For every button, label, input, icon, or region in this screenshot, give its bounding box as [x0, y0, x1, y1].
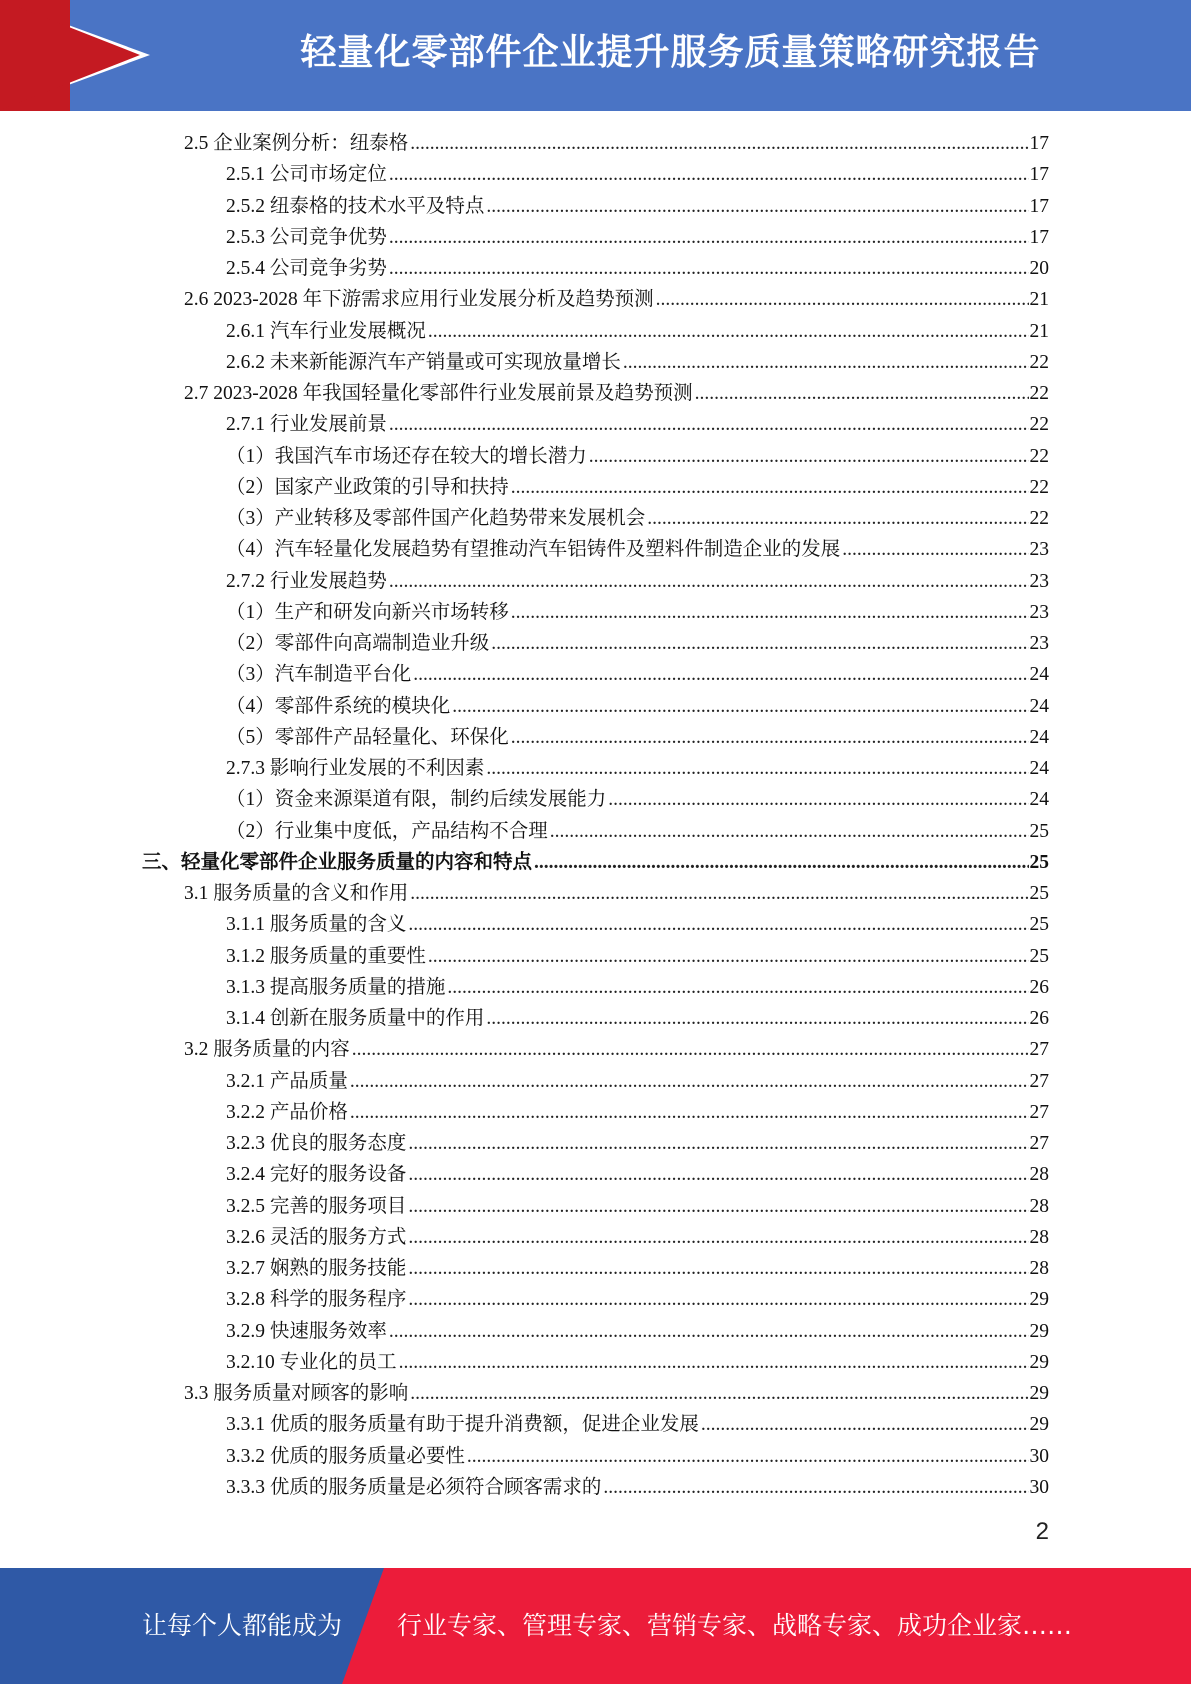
- toc-entry[interactable]: [226, 597, 1049, 628]
- toc-entry-page: 17: [1029, 226, 1049, 248]
- toc-entry[interactable]: [184, 284, 1049, 315]
- toc-entry-page: 26: [1029, 976, 1049, 998]
- toc-dot-leader: [408, 909, 1028, 940]
- toc-entry[interactable]: [226, 628, 1049, 659]
- toc-entry[interactable]: [226, 534, 1049, 565]
- toc-entry[interactable]: [226, 409, 1049, 440]
- toc-entry-title: （4）零部件系统的模块化: [226, 695, 451, 717]
- toc-dot-leader: [408, 1159, 1028, 1190]
- toc-dot-leader: [608, 784, 1028, 815]
- toc-entry-title: 2.6 2023-2028 年下游需求应用行业发展分析及趋势预测: [184, 289, 654, 311]
- toc-entry-title: 3.2.7 娴熟的服务技能: [226, 1258, 407, 1279]
- page-footer: [0, 1568, 1191, 1684]
- toc-entry-page: 24: [1029, 789, 1049, 811]
- toc-entry[interactable]: [226, 441, 1049, 472]
- toc-dot-leader: [408, 1284, 1028, 1315]
- toc-entry[interactable]: [226, 1441, 1049, 1472]
- page-number: 2: [1035, 1518, 1049, 1545]
- toc-dot-leader: [408, 1253, 1028, 1284]
- toc-dot-leader: [350, 1066, 1029, 1097]
- toc-dot-leader: [511, 722, 1029, 753]
- toc-entry-page: 29: [1029, 1414, 1049, 1436]
- toc-dot-leader: [603, 1472, 1028, 1503]
- toc-entry-title: （5）零部件产品轻量化、环保化: [226, 726, 509, 748]
- toc-entry-page: 22: [1029, 508, 1049, 529]
- toc-dot-leader: [389, 1316, 1029, 1347]
- toc-dot-leader: [408, 1191, 1028, 1222]
- toc-entry[interactable]: [226, 159, 1049, 190]
- toc-entry[interactable]: [226, 472, 1049, 503]
- toc-entry-title: 3.1.4 创新在服务质量中的作用: [226, 1008, 485, 1029]
- toc-entry-page: 17: [1029, 195, 1049, 217]
- footer-slogan-left: 让每个人都能成为: [142, 1611, 343, 1640]
- toc-entry-page: 30: [1029, 1445, 1049, 1467]
- toc-entry-page: 25: [1029, 883, 1049, 904]
- toc-entry-title: 3.3.1 优质的服务质量有助于提升消费额，促进企业发展: [226, 1414, 699, 1436]
- toc-entry[interactable]: [226, 1066, 1049, 1097]
- toc-dot-leader: [467, 1441, 1029, 1472]
- toc-entry-page: 22: [1029, 383, 1049, 404]
- toc-dot-leader: [408, 1128, 1028, 1159]
- toc-entry[interactable]: [226, 253, 1049, 284]
- toc-entry[interactable]: [226, 191, 1049, 222]
- toc-dot-leader: [486, 191, 1028, 222]
- toc-entry-page: 20: [1029, 258, 1049, 279]
- toc-entry-page: 23: [1029, 633, 1049, 654]
- toc-dot-leader: [656, 284, 1029, 315]
- toc-dot-leader: [695, 378, 1029, 409]
- toc-entry-page: 27: [1029, 1133, 1049, 1154]
- toc-dot-leader: [410, 128, 1028, 159]
- toc-dot-leader: [352, 1034, 1029, 1065]
- toc-entry-title: （1）我国汽车市场还存在较大的增长潜力: [226, 445, 587, 467]
- toc-entry-page: 29: [1029, 1289, 1049, 1311]
- toc-entry[interactable]: [226, 1253, 1049, 1284]
- toc-entry-page: 29: [1029, 1351, 1049, 1373]
- toc-entry[interactable]: [184, 1034, 1049, 1065]
- toc-entry-title: 3.2.2 产品价格: [226, 1101, 348, 1123]
- toc-entry-page: 27: [1029, 1039, 1049, 1061]
- toc-dot-leader: [428, 941, 1029, 972]
- toc-entry-page: 24: [1029, 758, 1049, 779]
- toc-dot-leader: [389, 566, 1029, 597]
- toc-entry[interactable]: [226, 1191, 1049, 1222]
- toc-dot-leader: [511, 597, 1029, 628]
- toc-entry[interactable]: [226, 347, 1049, 378]
- toc-dot-leader: [447, 972, 1028, 1003]
- toc-entry-title: 2.7.3 影响行业发展的不利因素: [226, 758, 485, 779]
- toc-dot-leader: [486, 1003, 1028, 1034]
- toc-entry-title: 2.7 2023-2028 年我国轻量化零部件行业发展前景及趋势预测: [184, 383, 693, 404]
- toc-entry-page: 28: [1029, 1226, 1049, 1248]
- toc-entry[interactable]: [184, 128, 1049, 159]
- toc-entry-page: 22: [1029, 351, 1049, 373]
- toc-entry-title: 2.6.1 汽车行业发展概况: [226, 320, 426, 342]
- toc-entry-title: （2）零部件向高端制造业升级: [226, 633, 490, 654]
- toc-entry-page: 30: [1029, 1476, 1049, 1498]
- toc-dot-leader: [428, 316, 1029, 347]
- toc-entry-title: 3.1.2 服务质量的重要性: [226, 945, 426, 967]
- toc-entry-title: （3）产业转移及零部件国产化趋势带来发展机会: [226, 508, 646, 529]
- toc-dot-leader: [842, 534, 1028, 565]
- toc-entry[interactable]: [184, 378, 1049, 409]
- toc-dot-leader: [410, 878, 1028, 909]
- toc-entry-page: 27: [1029, 1070, 1049, 1092]
- toc-dot-leader: [408, 1222, 1028, 1253]
- toc-dot-leader: [399, 1347, 1029, 1378]
- toc-dot-leader: [413, 659, 1028, 690]
- toc-entry-title: 3.2.3 优良的服务态度: [226, 1133, 407, 1154]
- toc-entry-page: 25: [1029, 851, 1049, 873]
- toc-entry-title: 3.2.8 科学的服务程序: [226, 1289, 407, 1311]
- toc-entry[interactable]: [226, 1003, 1049, 1034]
- toc-entry-page: 23: [1029, 601, 1049, 623]
- toc-entry[interactable]: [142, 847, 1049, 878]
- toc-entry[interactable]: [226, 1222, 1049, 1253]
- toc-entry-title: 3.1.3 提高服务质量的措施: [226, 976, 446, 998]
- toc-entry-title: 3.2.1 产品质量: [226, 1070, 348, 1092]
- toc-entry[interactable]: [226, 659, 1049, 690]
- toc-dot-leader: [389, 409, 1029, 440]
- toc-entry[interactable]: [226, 941, 1049, 972]
- toc-entry[interactable]: [226, 316, 1049, 347]
- toc-entry-title: （1）资金来源渠道有限，制约后续发展能力: [226, 789, 607, 811]
- toc-entry-page: 24: [1029, 726, 1049, 748]
- toc-dot-leader: [701, 1409, 1029, 1440]
- toc-entry[interactable]: [226, 722, 1049, 753]
- toc-dot-leader: [350, 1097, 1029, 1128]
- toc-dot-leader: [534, 847, 1028, 878]
- toc-entry-title: 2.5.1 公司市场定位: [226, 164, 387, 186]
- toc-dot-leader: [452, 691, 1028, 722]
- toc-entry-title: （1）生产和研发向新兴市场转移: [226, 601, 509, 623]
- toc-entry-title: 3.2.4 完好的服务设备: [226, 1164, 407, 1186]
- footer-slogan-right: 行业专家、管理专家、营销专家、战略专家、成功企业家……: [397, 1611, 1073, 1640]
- toc-entry-title: 三、轻量化零部件企业服务质量的内容和特点: [142, 851, 533, 873]
- report-title: 轻量化零部件企业提升服务质量策略研究报告: [300, 32, 1041, 73]
- toc-entry-page: 27: [1029, 1101, 1049, 1123]
- toc-entry-page: 28: [1029, 1164, 1049, 1186]
- toc-entry-page: 29: [1029, 1320, 1049, 1342]
- toc-entry-page: 22: [1029, 445, 1049, 467]
- toc-entry-page: 25: [1029, 820, 1049, 842]
- toc-entry-page: 25: [1029, 914, 1049, 936]
- toc-entry-page: 29: [1029, 1383, 1049, 1404]
- toc-entry-page: 23: [1029, 539, 1049, 561]
- toc-entry[interactable]: [226, 566, 1049, 597]
- toc-dot-leader: [389, 222, 1029, 253]
- toc-entry-page: 22: [1029, 476, 1049, 498]
- toc-entry-title: 3.2.9 快速服务效率: [226, 1320, 387, 1342]
- toc-entry-title: 3.1.1 服务质量的含义: [226, 914, 407, 936]
- toc-entry-title: （4）汽车轻量化发展趋势有望推动汽车铝铸件及塑料件制造企业的发展: [226, 539, 841, 561]
- toc-dot-leader: [550, 816, 1029, 847]
- toc-entry-page: 17: [1029, 133, 1049, 154]
- toc-entry[interactable]: [226, 909, 1049, 940]
- toc-entry[interactable]: [226, 784, 1049, 815]
- toc-entry-page: 21: [1029, 320, 1049, 342]
- toc-entry-page: 22: [1029, 414, 1049, 436]
- toc-entry-title: 3.3.2 优质的服务质量必要性: [226, 1445, 465, 1467]
- toc-entry-title: （2）行业集中度低，产品结构不合理: [226, 820, 548, 842]
- toc-entry[interactable]: [226, 1409, 1049, 1440]
- toc-entry-page: 21: [1029, 289, 1049, 311]
- toc-entry[interactable]: [226, 503, 1049, 534]
- toc-entry-title: 3.2.5 完善的服务项目: [226, 1195, 407, 1217]
- toc-dot-leader: [410, 1378, 1028, 1409]
- header-chevron-icon: [0, 0, 140, 110]
- toc-entry[interactable]: [226, 816, 1049, 847]
- toc-entry-page: 17: [1029, 164, 1049, 186]
- toc-dot-leader: [623, 347, 1029, 378]
- toc-entry-page: 28: [1029, 1258, 1049, 1279]
- toc-entry[interactable]: [226, 1097, 1049, 1128]
- toc-entry-title: 2.5 企业案例分析：纽泰格: [184, 133, 409, 154]
- toc-entry-title: 2.5.2 纽泰格的技术水平及特点: [226, 195, 485, 217]
- toc-entry-page: 28: [1029, 1195, 1049, 1217]
- toc-dot-leader: [511, 472, 1029, 503]
- toc-entry-page: 25: [1029, 945, 1049, 967]
- page-header: [0, 0, 1191, 111]
- toc-entry-page: 23: [1029, 570, 1049, 592]
- toc-entry-title: 3.3 服务质量对顾客的影响: [184, 1383, 409, 1404]
- toc-entry[interactable]: [226, 753, 1049, 784]
- toc-entry[interactable]: [226, 1472, 1049, 1503]
- toc-entry[interactable]: [226, 1284, 1049, 1315]
- toc-entry-title: 2.6.2 未来新能源汽车产销量或可实现放量增长: [226, 351, 621, 373]
- toc-entry-title: 3.3.3 优质的服务质量是必须符合顾客需求的: [226, 1476, 602, 1498]
- toc-entry-page: 26: [1029, 1008, 1049, 1029]
- toc-entry-title: 3.2 服务质量的内容: [184, 1039, 350, 1061]
- toc-entry-page: 24: [1029, 695, 1049, 717]
- toc-entry-title: 2.7.1 行业发展前景: [226, 414, 387, 436]
- toc-entry[interactable]: [226, 972, 1049, 1003]
- toc-entry-title: 3.2.10 专业化的员工: [226, 1351, 397, 1373]
- toc-entry-title: 2.5.4 公司竞争劣势: [226, 258, 387, 279]
- toc-entry-title: 2.5.3 公司竞争优势: [226, 226, 387, 248]
- toc-entry[interactable]: [184, 878, 1049, 909]
- toc-dot-leader: [589, 441, 1029, 472]
- toc-entry-page: 24: [1029, 664, 1049, 686]
- toc-entry-title: （3）汽车制造平台化: [226, 664, 412, 686]
- toc-entry-title: （2）国家产业政策的引导和扶持: [226, 476, 509, 498]
- toc-dot-leader: [647, 503, 1028, 534]
- toc-dot-leader: [486, 753, 1028, 784]
- toc-dot-leader: [389, 159, 1029, 190]
- toc-entry[interactable]: [184, 1378, 1049, 1409]
- toc-dot-leader: [389, 253, 1029, 284]
- toc-entry[interactable]: [226, 691, 1049, 722]
- toc-dot-leader: [491, 628, 1028, 659]
- toc-entry-title: 3.1 服务质量的含义和作用: [184, 883, 409, 904]
- toc-entry[interactable]: [226, 222, 1049, 253]
- toc-entry[interactable]: [226, 1347, 1049, 1378]
- toc-entry[interactable]: [226, 1128, 1049, 1159]
- toc-entry[interactable]: [226, 1159, 1049, 1190]
- toc-entry[interactable]: [226, 1316, 1049, 1347]
- toc-entry-title: 3.2.6 灵活的服务方式: [226, 1226, 407, 1248]
- toc-entry-title: 2.7.2 行业发展趋势: [226, 570, 387, 592]
